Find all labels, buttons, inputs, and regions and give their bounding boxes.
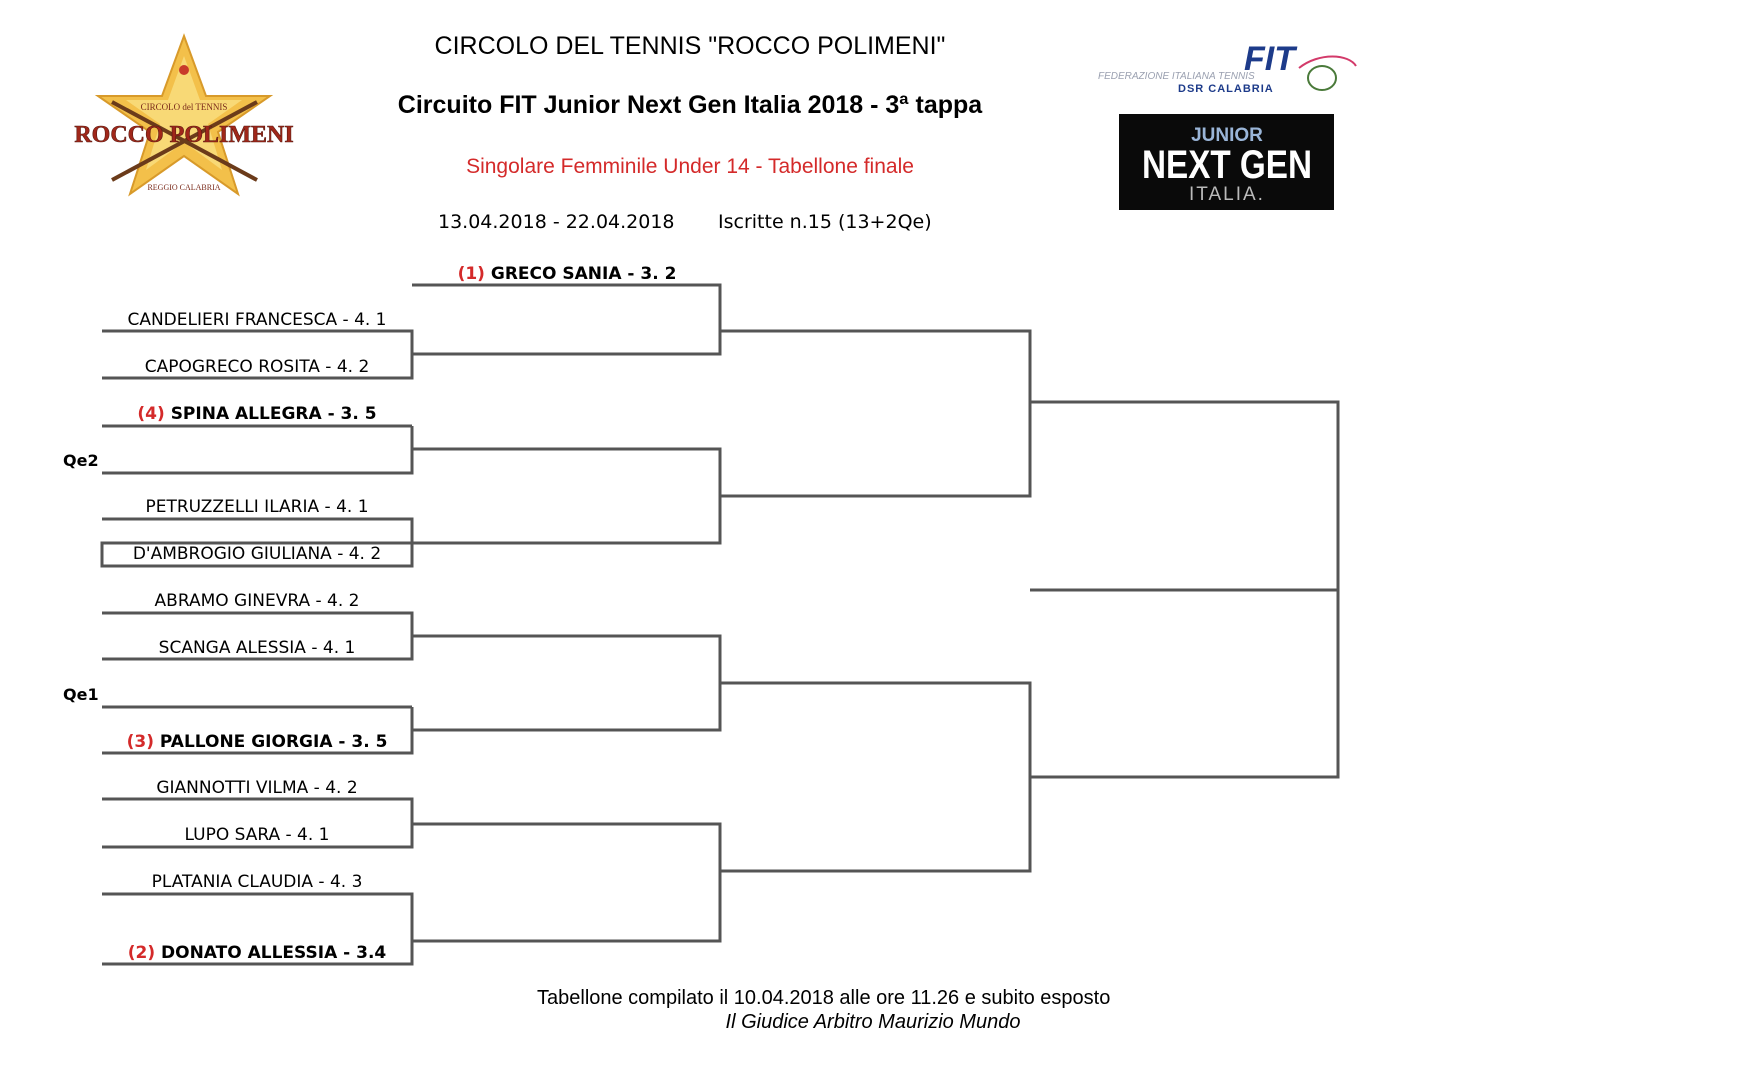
player-row [102,943,412,963]
club-title: CIRCOLO DEL TENNIS "ROCCO POLIMENI" [434,32,946,60]
player-name: DONATO ALLESSIA - 3.4 [161,943,387,963]
player-name: GRECO SANIA - 3. 2 [490,264,677,284]
player-name: CAPOGRECO ROSITA - 4. 2 [144,357,370,377]
player-name: CANDELIERI FRANCESCA - 4. 1 [127,310,387,330]
player-row [102,778,412,798]
circuit-title: Circuito FIT Junior Next Gen Italia 2018 - 3ª tappa [397,91,983,119]
player-seed-1 [412,264,722,284]
player-row [102,825,412,845]
player-row [102,544,412,564]
player-name: PLATANIA CLAUDIA - 4. 3 [151,872,363,892]
player-row [102,732,412,752]
nextgen-logo-line3: ITALIA. [1189,184,1265,205]
player-row [102,357,412,377]
club-logo-city: REGGIO CALABRIA [147,183,221,192]
draw-title: Singolare Femminile Under 14 - Tabellone finale [466,155,914,178]
player-name: ABRAMO GINEVRA - 4. 2 [154,591,360,611]
referee-note: Il Giudice Arbitro Maurizio Mundo [725,1011,1021,1033]
seed-number: (3) [126,732,154,752]
player-row [102,497,412,517]
entries-count: Iscritte n.15 (13+2Qe) [718,211,932,233]
seed-number: (1) [457,264,485,284]
tournament-dates: 13.04.2018 - 22.04.2018 [438,211,675,233]
player-name: PETRUZZELLI ILARIA - 4. 1 [145,497,369,517]
compiled-note: Tabellone compilato il 10.04.2018 alle ore 11.26 e subito esposto [537,987,1111,1009]
seed-number: (4) [137,404,165,424]
player-row [102,310,412,330]
club-logo-top: CIRCOLO del TENNIS [140,102,228,112]
qualifier-label: Qe2 [63,451,99,470]
player-row [102,591,412,611]
qualifier-label: Qe1 [63,685,99,704]
player-name: D'AMBROGIO GIULIANA - 4. 2 [132,544,382,564]
player-name: LUPO SARA - 4. 1 [184,825,330,845]
club-logo-name: ROCCO POLIMENI [74,122,294,148]
player-row [102,872,412,892]
player-name: SCANGA ALESSIA - 4. 1 [158,638,356,658]
nextgen-logo-line1: JUNIOR [1191,125,1263,146]
fit-logo-name: FIT [1244,40,1295,78]
nextgen-logo-line2: NEXT GEN [1142,143,1312,187]
fit-logo-line2: DSR CALABRIA [1178,83,1274,95]
player-name: SPINA ALLEGRA - 3. 5 [170,404,377,424]
player-row [102,638,412,658]
player-name: PALLONE GIORGIA - 3. 5 [159,732,388,752]
player-row [102,404,412,424]
fit-logo-line1: FEDERAZIONE ITALIANA TENNIS [1098,71,1255,82]
player-name: GIANNOTTI VILMA - 4. 2 [156,778,358,798]
seed-number: (2) [127,943,156,963]
